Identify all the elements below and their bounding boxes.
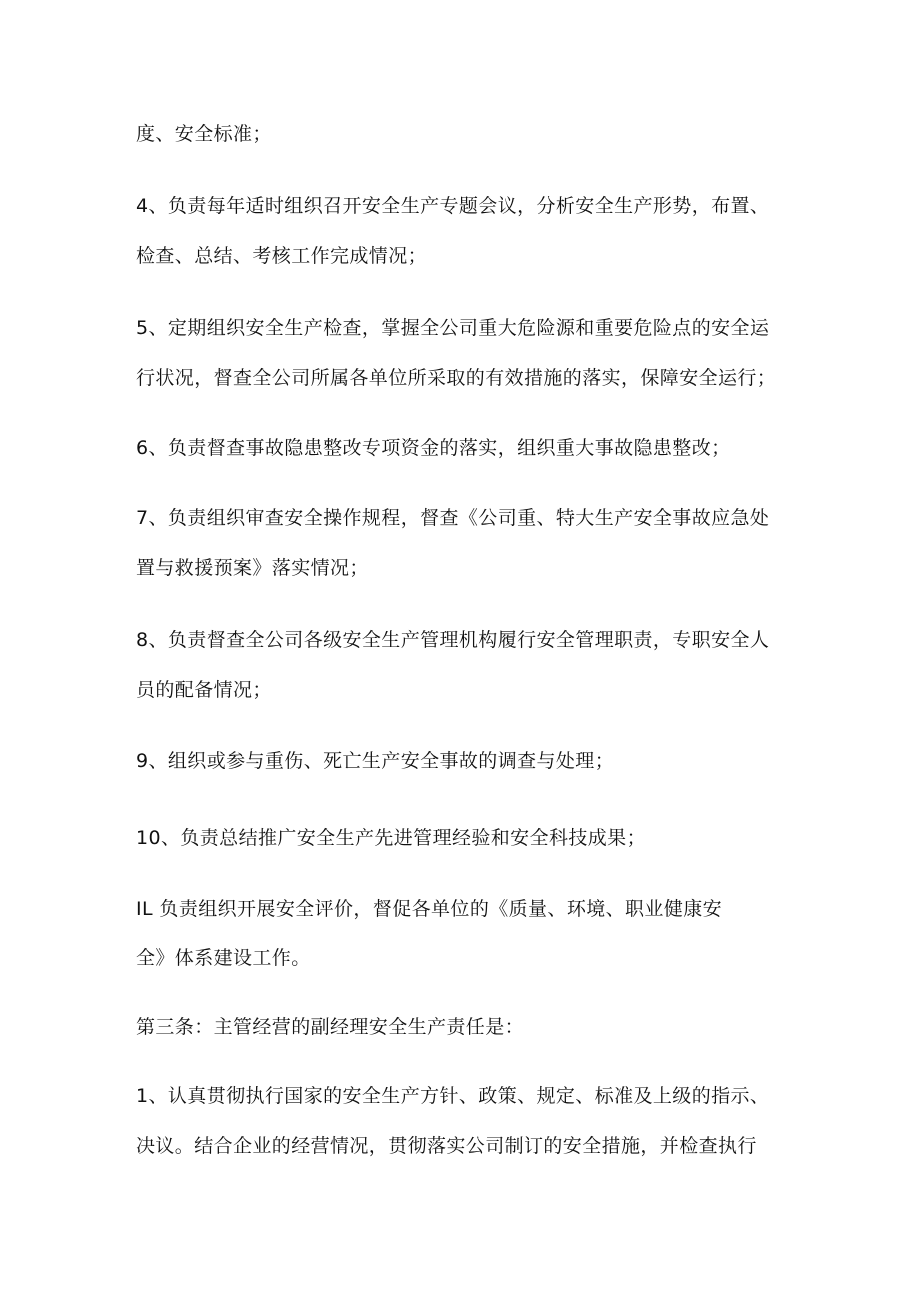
text-line: 决议。结合企业的经营情况，贯彻落实公司制订的安全措施，并检查执行 xyxy=(136,1135,757,1157)
text-line: 员的配备情况； xyxy=(136,679,272,701)
text-line: 检查、总结、考核工作完成情况； xyxy=(136,245,428,267)
text-line: 行状况，督查全公司所属各单位所采取的有效措施的落实，保障安全运行； xyxy=(136,367,777,389)
text-line: 8、负责督查全公司各级安全生产管理机构履行安全管理职责，专职安全人 xyxy=(136,629,770,651)
text-line: 度、安全标准； xyxy=(136,123,272,145)
text-line: IL 负责组织开展安全评价，督促各单位的《质量、环境、职业健康安 xyxy=(136,898,723,920)
text-line: 置与救援预案》落实情况； xyxy=(136,557,369,579)
text-line: 10、负责总结推广安全生产先进管理经验和安全科技成果； xyxy=(136,827,646,849)
text-line: 4、负责每年适时组织召开安全生产专题会议，分析安全生产形势，布置、 xyxy=(136,195,770,217)
section-heading: 第三条：主管经营的副经理安全生产责任是： xyxy=(136,1016,525,1038)
text-line: 7、负责组织审查安全操作规程，督查《公司重、特大生产安全事故应急处 xyxy=(136,507,770,529)
text-line: 全》体系建设工作。 xyxy=(136,947,311,969)
text-line: 9、组织或参与重伤、死亡生产安全事故的调查与处理； xyxy=(136,750,615,772)
text-line: 6、负责督查事故隐患整改专项资金的落实，组织重大事故隐患整改； xyxy=(136,437,731,459)
text-line: 1、认真贯彻执行国家的安全生产方针、政策、规定、标准及上级的指示、 xyxy=(136,1085,770,1107)
text-line: 5、定期组织安全生产检查，掌握全公司重大危险源和重要危险点的安全运 xyxy=(136,317,770,339)
